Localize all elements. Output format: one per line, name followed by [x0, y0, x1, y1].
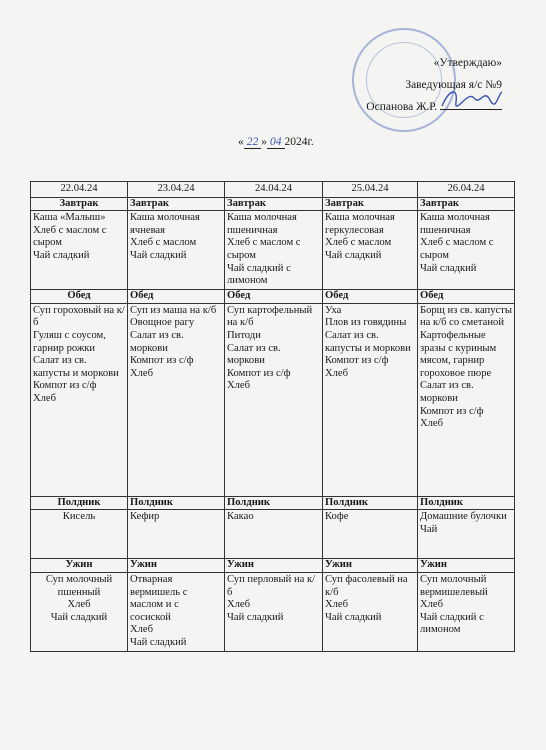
- dish-item: Компот из с/ф: [325, 355, 389, 367]
- meal-header-row: [31, 559, 515, 573]
- menu-cell: [418, 303, 515, 496]
- meal-header-cell: Полдник: [323, 496, 418, 510]
- menu-cell: [128, 572, 225, 651]
- dish-item: Салат из св. моркови: [227, 342, 281, 367]
- meal-header-cell: Полдник: [128, 496, 225, 510]
- dish-item: Компот из с/ф: [33, 380, 97, 392]
- dish-item: Какао: [227, 511, 254, 523]
- dish-item: Борщ из св. капусты на к/б со сметаной: [420, 304, 512, 329]
- meal-header-cell: Завтрак: [128, 197, 225, 211]
- dish-item: Картофельные зразы с куриным мясом, гарнир гороховое пюре: [420, 329, 497, 379]
- dish-item: Чай сладкий: [325, 249, 382, 261]
- meal-header-cell: Полдник: [418, 496, 515, 510]
- dish-item: Суп гороховый на к/б: [33, 304, 125, 329]
- menu-body: [31, 182, 515, 652]
- dish-item: Салат из св. капусты и моркови: [325, 329, 411, 354]
- dish-item: Кисель: [62, 511, 96, 523]
- meal-header-cell: Обед: [128, 290, 225, 304]
- dish-item: Салат из св. капусты и моркови: [33, 355, 119, 379]
- dish-item: Хлеб: [325, 599, 349, 611]
- date-close-quote: »: [261, 136, 267, 148]
- dish-item: Хлеб: [130, 367, 154, 379]
- meal-content-row: [31, 303, 515, 496]
- meal-header-cell: Обед: [225, 290, 323, 304]
- dish-item: Хлеб: [227, 599, 251, 611]
- dish-item: Хлеб с маслом: [130, 237, 197, 249]
- menu-cell: [31, 303, 128, 496]
- weekly-menu-table: [30, 181, 515, 652]
- dish-item: Чай сладкий: [130, 636, 187, 648]
- menu-cell: [418, 572, 515, 651]
- dish-item: Хлеб: [227, 380, 251, 392]
- meal-header-cell: Завтрак: [323, 197, 418, 211]
- date-cell: 25.04.24: [323, 182, 418, 198]
- dish-item: Компот из с/ф: [420, 405, 484, 417]
- dish-item: Салат из св. моркови: [130, 329, 184, 354]
- meal-header-cell: Полдник: [225, 496, 323, 510]
- menu-cell: [31, 211, 128, 290]
- menu-cell: [323, 303, 418, 496]
- dish-item: Кефир: [130, 511, 160, 523]
- menu-cell: [128, 510, 225, 559]
- dish-item: Хлеб с маслом с сыром: [420, 237, 494, 261]
- dish-item: Каша молочная ячневая: [130, 212, 200, 236]
- date-month: 04: [267, 136, 285, 149]
- dish-item: Домашние булочки: [420, 511, 507, 523]
- dish-item: Суп молочный вермишелевый: [420, 573, 488, 598]
- dish-item: Уха: [325, 304, 342, 316]
- meal-header-row: [31, 290, 515, 304]
- signature-line: [440, 97, 502, 110]
- meal-header-cell: Ужин: [418, 559, 515, 573]
- menu-cell: [323, 572, 418, 651]
- meal-header-cell: Ужин: [128, 559, 225, 573]
- menu-cell: [323, 211, 418, 290]
- date-open-quote: «: [238, 136, 244, 148]
- dish-item: Чай сладкий: [130, 249, 187, 261]
- menu-cell: [31, 572, 128, 651]
- dish-item: Суп фасолевый на к/б: [325, 573, 408, 598]
- menu-cell: [225, 211, 323, 290]
- dish-item: Чай сладкий: [50, 611, 108, 623]
- approval-block: [366, 52, 502, 118]
- dish-item: Компот из с/ф: [130, 355, 194, 367]
- dish-item: Хлеб: [67, 599, 91, 611]
- date-cell: 22.04.24: [31, 182, 128, 198]
- meal-header-cell: Ужин: [323, 559, 418, 573]
- menu-cell: [225, 572, 323, 651]
- menu-cell: [128, 211, 225, 290]
- dish-item: Чай сладкий: [33, 249, 90, 261]
- approval-name: Оспанова Ж.Р.: [366, 101, 438, 113]
- meal-header-cell: Ужин: [31, 559, 128, 573]
- dish-item: Чай сладкий: [227, 611, 284, 623]
- dish-item: Отварная вермишель с маслом и с сосиской: [130, 573, 188, 623]
- menu-cell: [225, 510, 323, 559]
- date-cell: 26.04.24: [418, 182, 515, 198]
- dish-item: Хлеб: [420, 418, 444, 430]
- menu-cell: [418, 211, 515, 290]
- meal-content-row: [31, 510, 515, 559]
- dish-item: Компот из с/ф: [227, 367, 291, 379]
- dish-item: Каша молочная геркулесовая: [325, 212, 395, 236]
- dish-item: Каша «Малыш»: [33, 212, 106, 224]
- meal-header-cell: Завтрак: [225, 197, 323, 211]
- dish-item: Хлеб: [33, 392, 57, 404]
- dish-item: Кофе: [325, 511, 349, 523]
- menu-cell: [225, 303, 323, 496]
- dish-item: Салат из св. моркови: [420, 380, 474, 404]
- date-row: [31, 182, 515, 198]
- meal-content-row: [31, 572, 515, 651]
- dish-item: Плов из говядины: [325, 317, 407, 329]
- dish-item: Овощное рагу: [130, 317, 195, 329]
- dish-item: Хлеб: [130, 624, 154, 636]
- menu-cell: [31, 510, 128, 559]
- dish-item: Питоди: [227, 329, 261, 341]
- meal-header-cell: Обед: [31, 290, 128, 304]
- dish-item: Каша молочная пшеничная: [420, 212, 490, 236]
- date-cell: 23.04.24: [128, 182, 225, 198]
- dish-item: Гуляш с соусом, гарнир рожки: [33, 329, 106, 354]
- dish-item: Хлеб с маслом: [325, 237, 392, 249]
- dish-item: Чай сладкий: [325, 611, 382, 623]
- dish-item: Суп картофельный на к/б: [227, 304, 313, 329]
- menu-cell: [128, 303, 225, 496]
- menu-cell: [323, 510, 418, 559]
- meal-header-cell: Полдник: [31, 496, 128, 510]
- menu-cell: [418, 510, 515, 559]
- date-year: 2024г.: [284, 136, 314, 148]
- meal-header-cell: Ужин: [225, 559, 323, 573]
- meal-header-row: [31, 197, 515, 211]
- dish-item: Каша молочная пшеничная: [227, 212, 297, 236]
- approval-date: [238, 136, 314, 148]
- meal-header-cell: Завтрак: [418, 197, 515, 211]
- dish-item: Хлеб: [325, 367, 349, 379]
- dish-item: Чай сладкий с лимоном: [227, 262, 291, 287]
- date-day: 22: [244, 136, 262, 149]
- meal-header-cell: Обед: [418, 290, 515, 304]
- dish-item: Чай: [420, 523, 438, 535]
- dish-item: Хлеб: [420, 599, 444, 611]
- approval-name-line: [366, 96, 502, 118]
- dish-item: Чай сладкий с лимоном: [420, 611, 484, 636]
- approval-position: Заведующая я/с №9: [405, 79, 502, 91]
- dish-item: Суп перловый на к/б: [227, 573, 316, 598]
- dish-item: Суп молочный пшенный: [45, 573, 113, 598]
- approval-title: «Утверждаю»: [433, 57, 502, 69]
- meal-header-cell: Обед: [323, 290, 418, 304]
- dish-item: Хлеб с маслом с сыром: [227, 237, 301, 261]
- meal-content-row: [31, 211, 515, 290]
- dish-item: Чай сладкий: [420, 262, 477, 274]
- dish-item: Хлеб с маслом с сыром: [33, 224, 107, 249]
- meal-header-cell: Завтрак: [31, 197, 128, 211]
- meal-header-row: [31, 496, 515, 510]
- dish-item: Суп из маша на к/б: [130, 304, 217, 316]
- date-cell: 24.04.24: [225, 182, 323, 198]
